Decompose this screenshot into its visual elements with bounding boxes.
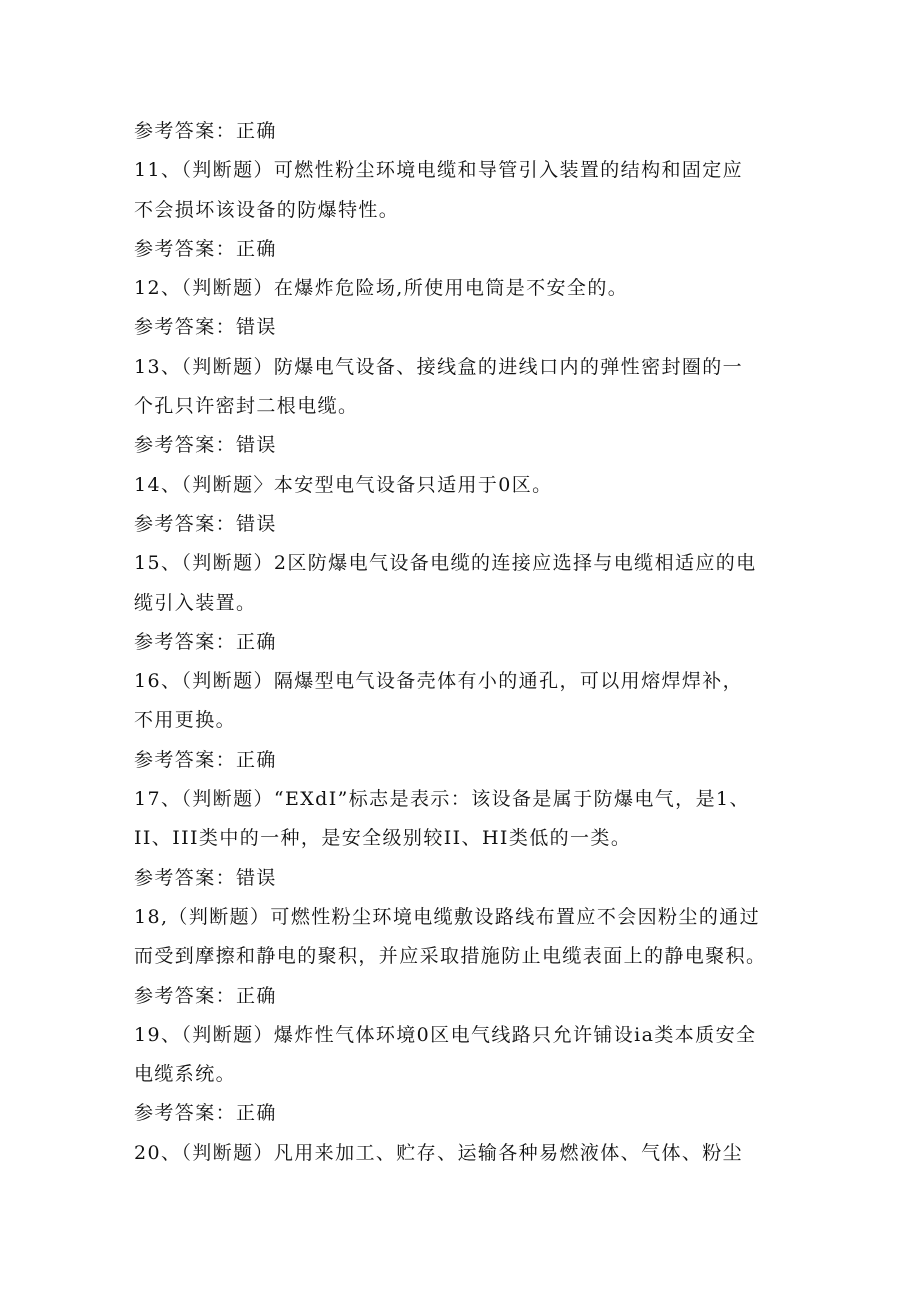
- question-line: 14、（判断题〉本安型电气设备只适用于0区。: [134, 473, 553, 496]
- question-line: 13、（判断题）防爆电气设备、接线盒的进线口内的弹性密封圈的一: [134, 355, 744, 378]
- question-line: 12、（判断题）在爆炸危险场,所使用电筒是不安全的。: [134, 277, 629, 300]
- answer-line: 参考答案：正确: [134, 120, 277, 142]
- question-line: 17、（判断题）“EXdI”标志是表示：该设备是属于防爆电气，是1、: [134, 788, 750, 811]
- question-line: 而受到摩擦和静电的聚积，并应采取措施防止电缆表面上的静电聚积。: [134, 945, 767, 968]
- question-line: 电缆系统。: [134, 1063, 237, 1086]
- question-line: 15、（判断题）2区防爆电气设备电缆的连接应选择与电缆相适应的电: [134, 552, 757, 575]
- question-line: 18,（判断题）可燃性粉尘环境电缆敷设路线布置应不会因粉尘的通过: [134, 905, 761, 928]
- answer-line: 参考答案：错误: [134, 316, 277, 339]
- answer-line: 参考答案：错误: [134, 434, 277, 457]
- answer-line: 参考答案：正确: [134, 1102, 277, 1125]
- question-line: 19、（判断题）爆炸性气体环境0区电气线路只允许铺设ia类本质安全: [134, 1023, 757, 1046]
- question-line: 不用更换。: [134, 709, 237, 732]
- answer-line: 参考答案：正确: [134, 748, 277, 771]
- document-body: [134, 112, 794, 1173]
- question-line: 缆引入装置。: [134, 591, 257, 614]
- question-line: 20、（判断题）凡用来加工、贮存、运输各种易燃液体、气体、粉尘: [134, 1141, 744, 1164]
- answer-line: 参考答案：错误: [134, 512, 277, 535]
- question-line: 个孔只许密封二根电缆。: [134, 395, 359, 418]
- answer-line: 参考答案：正确: [134, 237, 277, 260]
- question-line: II、III类中的一种，是安全级别较II、HI类低的一类。: [134, 827, 632, 850]
- question-line: 11、（判断题）可燃性粉尘环境电缆和导管引入装置的结构和固定应: [134, 159, 744, 182]
- answer-line: 参考答案：正确: [134, 984, 277, 1007]
- question-line: 不会损坏该设备的防爆特性。: [134, 198, 400, 221]
- answer-line: 参考答案：正确: [134, 630, 277, 653]
- question-line: 16、（判断题）隔爆型电气设备壳体有小的通孔，可以用熔焊焊补，: [134, 670, 744, 693]
- answer-line: 参考答案：错误: [134, 866, 277, 889]
